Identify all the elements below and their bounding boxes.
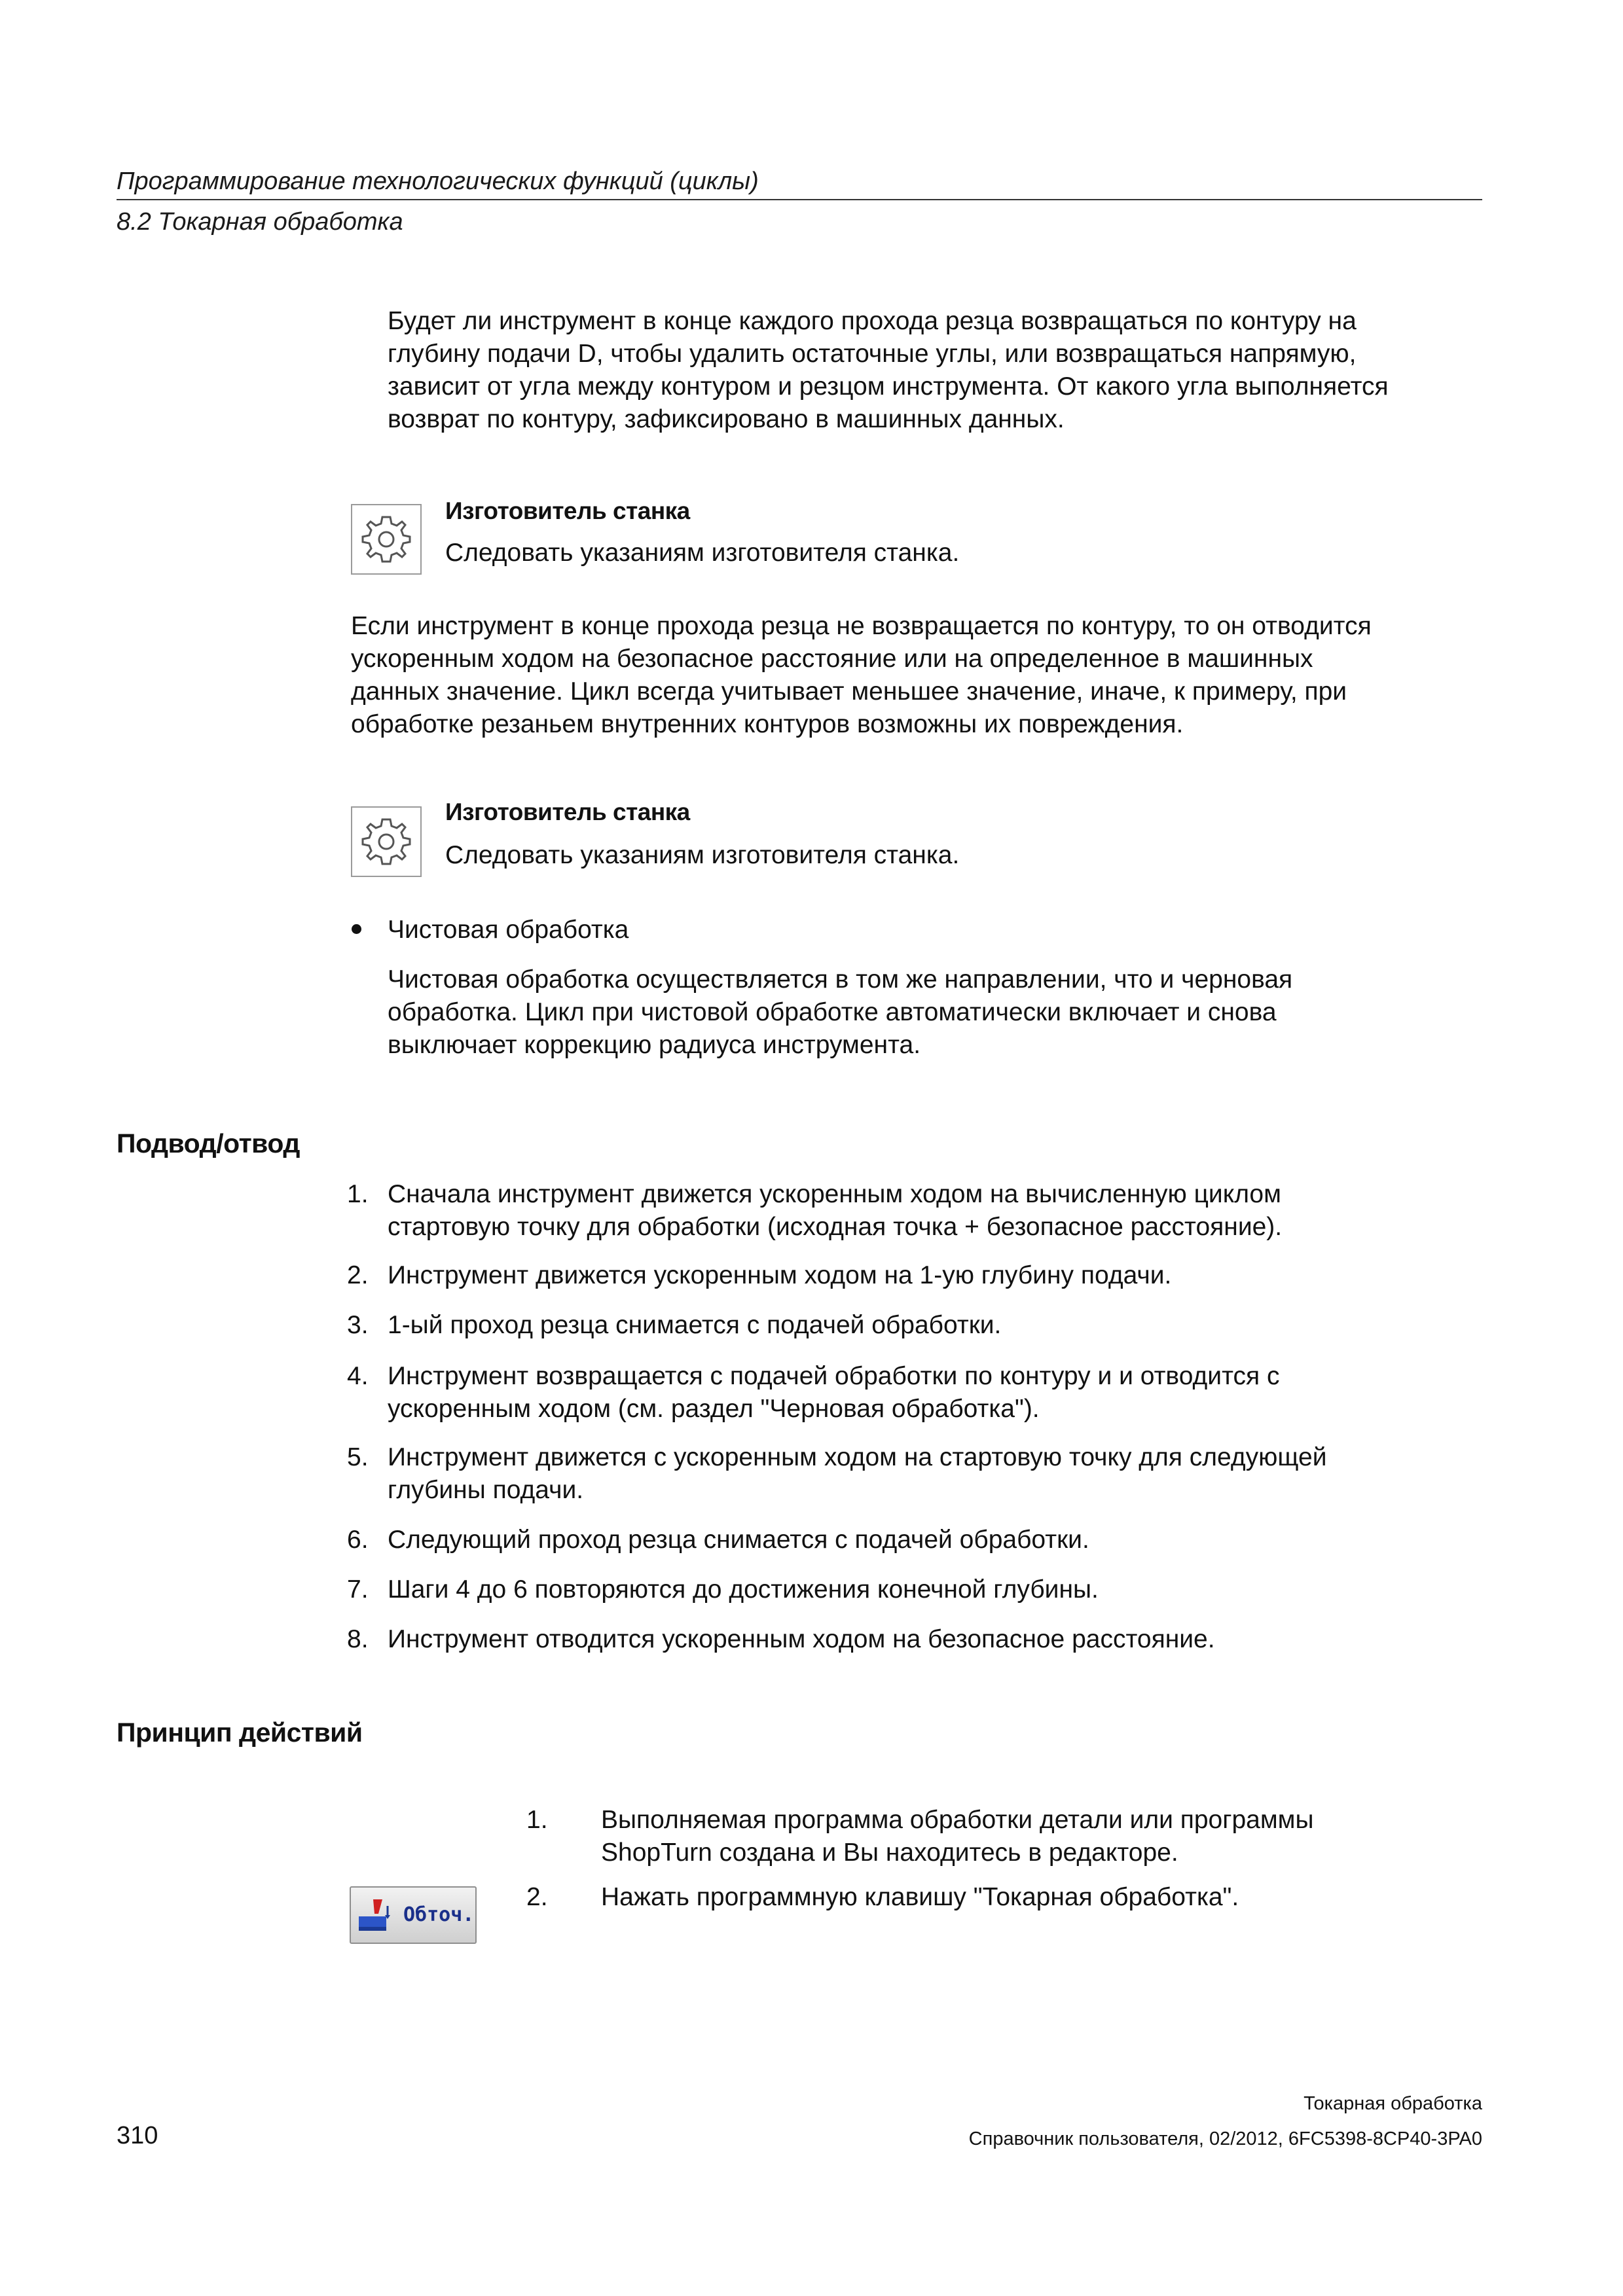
step-line: Выполняемая программа обработки детали или программы bbox=[601, 1806, 1314, 1834]
para-line: данных значение. Цикл всегда учитывает меньшее значение, иначе, к примеру, при bbox=[351, 677, 1347, 706]
bullet-line: Чистовая обработка осуществляется в том же направлении, что и черновая bbox=[388, 965, 1293, 994]
step-line: Нажать программную клавишу "Токарная обработка". bbox=[601, 1883, 1239, 1911]
step-number: 5. bbox=[347, 1443, 369, 1471]
bullet-line: выключает коррекцию радиуса инструмента. bbox=[388, 1031, 921, 1059]
step-text bbox=[601, 1804, 1314, 1869]
step-number: 1. bbox=[526, 1806, 548, 1834]
step-line: Шаги 4 до 6 повторяются до достижения конечной глубины. bbox=[388, 1575, 1099, 1604]
step-number: 1. bbox=[347, 1180, 369, 1208]
turning-softkey-button[interactable] bbox=[350, 1886, 477, 1944]
note-text: Следовать указаниям изготовителя станка. bbox=[445, 841, 960, 869]
note-text: Следовать указаниям изготовителя станка. bbox=[445, 539, 960, 567]
footer-title: Токарная обработка bbox=[1304, 2093, 1482, 2114]
step-line: Инструмент отводится ускоренным ходом на безопасное расстояние. bbox=[388, 1625, 1215, 1653]
gear-icon bbox=[351, 806, 422, 877]
step-line: 1-ый проход резца снимается с подачей обработки. bbox=[388, 1311, 1002, 1339]
step-number: 7. bbox=[347, 1575, 369, 1604]
step-number: 6. bbox=[347, 1526, 369, 1554]
section-title: 8.2 Токарная обработка bbox=[117, 208, 403, 236]
bullet-dot bbox=[352, 924, 361, 934]
intro-paragraph bbox=[388, 305, 1501, 436]
step-number: 4. bbox=[347, 1362, 369, 1390]
para-line: ускоренным ходом на безопасное расстояние или на определенное в машинных bbox=[351, 645, 1313, 673]
note-title: Изготовитель станка bbox=[445, 497, 690, 524]
page-number: 310 bbox=[117, 2122, 158, 2149]
chapter-title: Программирование технологических функций (циклы) bbox=[117, 168, 759, 195]
step-text bbox=[601, 1881, 1239, 1914]
step-line: Инструмент движется с ускоренным ходом на стартовую точку для следующей bbox=[388, 1443, 1327, 1471]
bullet-line: обработка. Цикл при чистовой обработке автоматически включает и снова bbox=[388, 998, 1277, 1026]
step-number: 2. bbox=[526, 1883, 548, 1911]
step-line: Сначала инструмент движется ускоренным ходом на вычисленную циклом bbox=[388, 1180, 1281, 1208]
header-rule bbox=[117, 199, 1482, 200]
step-number: 8. bbox=[347, 1625, 369, 1653]
body-paragraph bbox=[351, 610, 1503, 741]
turning-tool-icon bbox=[356, 1897, 398, 1936]
section-heading-principle: Принцип действий bbox=[117, 1717, 363, 1748]
footer-doc: Справочник пользователя, 02/2012, 6FC5398-8CP40-3PA0 bbox=[968, 2128, 1482, 2149]
step-text bbox=[388, 1309, 1001, 1342]
step-number: 3. bbox=[347, 1311, 369, 1339]
bullet-paragraph bbox=[388, 963, 1501, 1062]
intro-line: Будет ли инструмент в конце каждого прохода резца возвращаться по контуру на bbox=[388, 307, 1357, 335]
step-line: ускоренным ходом (см. раздел "Черновая обработка"). bbox=[388, 1395, 1040, 1423]
para-line: обработке резаньем внутренних контуров возможны их повреждения. bbox=[351, 710, 1184, 738]
step-text bbox=[388, 1259, 1171, 1292]
step-line: Следующий проход резца снимается с подачей обработки. bbox=[388, 1526, 1089, 1554]
softkey-label: Обточ. bbox=[403, 1903, 475, 1926]
step-text bbox=[388, 1441, 1327, 1507]
step-line: стартовую точку для обработки (исходная точка + безопасное расстояние). bbox=[388, 1213, 1283, 1241]
step-text bbox=[388, 1573, 1099, 1606]
note-title: Изготовитель станка bbox=[445, 798, 690, 825]
step-line: Инструмент движется ускоренным ходом на 1-ую глубину подачи. bbox=[388, 1261, 1172, 1289]
step-line: глубины подачи. bbox=[388, 1476, 584, 1504]
section-heading-approach: Подвод/отвод bbox=[117, 1128, 300, 1158]
bullet-label: Чистовая обработка bbox=[388, 916, 629, 944]
step-text bbox=[388, 1360, 1279, 1426]
step-text bbox=[388, 1524, 1089, 1556]
para-line: Если инструмент в конце прохода резца не возвращается по контуру, то он отводится bbox=[351, 612, 1372, 640]
step-text bbox=[388, 1178, 1282, 1244]
step-line: ShopTurn создана и Вы находитесь в редакторе. bbox=[601, 1839, 1178, 1867]
step-line: Инструмент возвращается с подачей обработки по контуру и и отводится с bbox=[388, 1362, 1280, 1390]
gear-icon bbox=[351, 504, 422, 575]
intro-line: зависит от угла между контуром и резцом инструмента. От какого угла выполняется bbox=[388, 372, 1389, 401]
intro-line: возврат по контуру, зафиксировано в машинных данных. bbox=[388, 405, 1065, 433]
step-text bbox=[388, 1623, 1215, 1656]
intro-line: глубину подачи D, чтобы удалить остаточные углы, или возвращаться напрямую, bbox=[388, 340, 1357, 368]
step-number: 2. bbox=[347, 1261, 369, 1289]
